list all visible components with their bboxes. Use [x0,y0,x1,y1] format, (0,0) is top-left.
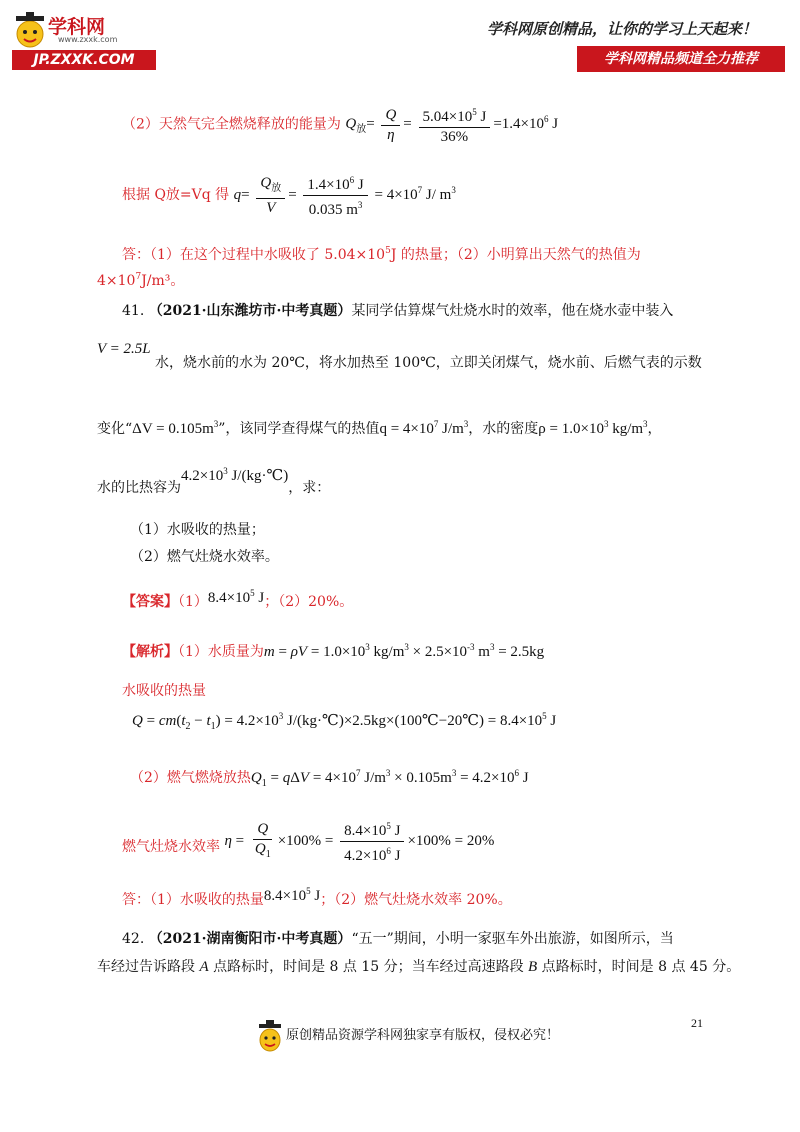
q41-line2: V = 2.5L [97,341,151,357]
logo-url: www.zxxk.com [58,35,118,44]
footer-copyright: 原创精品资源学科网独家享有版权，侵权必究！ [286,1028,560,1043]
q41-solution-5: 燃气灶烧水效率 η = $\frac{Q}{Q_1}$ ×100% = $\frac{8.4\times 10^5 J}{4.2\times 10^6 J}$ ×100% = 20% [122,818,494,865]
q41-final-answer: 答：（1）水吸收的热量$8.4\times 10^5$ J；（2）燃气灶烧水效率 20%。 [122,886,512,908]
mascot-icon [8,10,52,50]
q40-line3: 根据 Q放=Vq 得 q= $\frac{Q_放}{V}$ = $\frac{1.4\times 10^6 J}{0.035 m^3}$ = $4\times 10^7$ J/ $m^3$ [122,172,456,219]
q41-solution-1: 【解析】（1）水质量为$m = \rho V = 1.0\times 10^3$ $kg/m^3 \times 2.5\times 10^{-3}$ $m^3 = 2.5kg$ [122,642,545,660]
q41-line4: 水的比热容为$4.2\times 10^3$ J/(kg·℃)，求： [97,466,331,496]
q40-answer-line2: $4\times 10^7J/m^3$。 [97,272,185,289]
header-banner: 学科网精品频道全力推荐 [577,46,785,72]
logo-title: 学科网 [48,16,106,38]
q42-line1: 42. （2021·湖南衡阳市·中考真题）“五一”期间，小明一家驱车外出旅游，如图所示，当 [122,931,674,947]
q41-answer: 【答案】$(1)8.4\times 10^5$ J；（2）20%。 [122,588,354,610]
q41-solution-4: （2）燃气燃烧放热$Q_1 = q\Delta V = 4\times 10^7$ $J/m^3 \times 0.105m^3 = 4.2\times 10^6$ J [130,768,529,789]
q42-line2: 车经过告诉路段 A 点路标时，时间是 8 点 15 分；当车经过高速路段 B 点路标时，时间是 8 点 45 分。 [97,959,741,975]
q41-sub2: （2）燃气灶烧水效率。 [130,549,279,565]
q40-line2: （2）天然气完全燃烧释放的能量为 $Q_放=$ $\frac{Q}{\eta}$ = $\frac{5.04\times 10^5 J}{36\%}$ $=1.4\times 10^6$ J [122,104,558,146]
page-number: 21 [691,1016,703,1030]
q41-line1: 41. （2021·山东潍坊市·中考真题）某同学估算煤气灶烧水时的效率，他在烧水壶中装入 [122,303,674,319]
q41-solution-3: $Q = cm(t_2 - t_1) = 4.2\times 10^3$ J/(kg·℃)×2.5kg×(100℃−20℃) = $8.4\times 10^5$ J [132,711,557,732]
logo-banner: JP.ZXXK.COM [12,50,156,70]
mascot-icon [256,1018,284,1054]
q41-solution-2: 水吸收的热量 [122,683,206,699]
header-slogan: 学科网原创精品，让你的学习上天起来！ [487,20,758,38]
q41-line2-text: 水，烧水前的水为 20℃，将水加热至 100℃，立即关闭煤气，烧水前、后燃气表的示数 [155,355,702,371]
q40-answer-line1: 答：（1）在这个过程中水吸收了 $5.04\times 10^5J$ 的热量；（2）小明算出天然气的热值为 [122,246,641,263]
q41-line3: 变化“$\Delta V = 0.105m^3$”，该同学查得煤气的热值$q = 4\times 10^7$ $J/m^3$，水的密度$\rho = 1.0\times 10^3$ $kg/m^3$， [97,419,662,437]
q41-sub1: （1）水吸收的热量； [130,522,265,538]
